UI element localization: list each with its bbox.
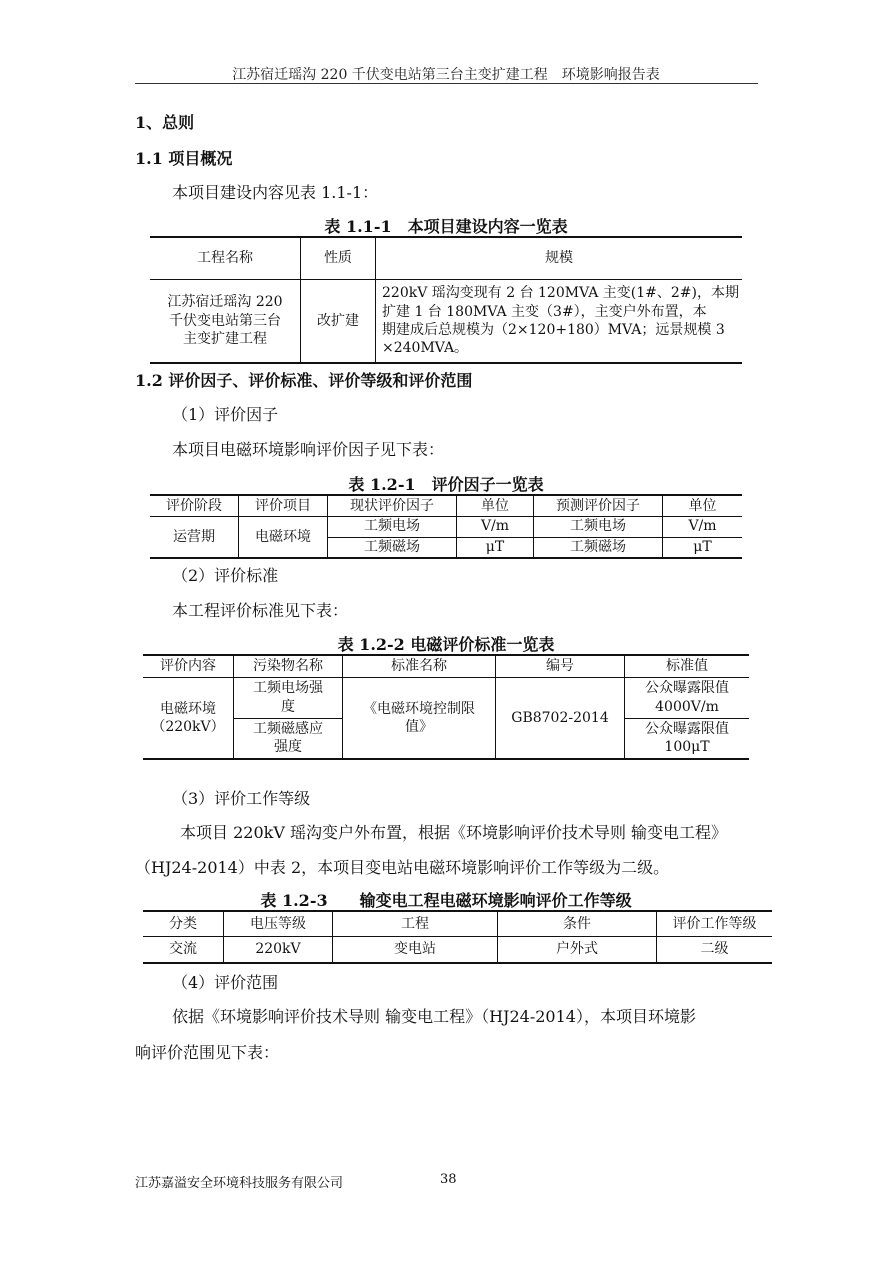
col-header: 工程 <box>333 911 498 936</box>
cell-line: 主变扩建工程 <box>183 330 267 347</box>
table-cell: 工频磁场 <box>534 537 663 558</box>
table-1-2-2-caption: 表 1.2-2 电磁评价标准一览表 <box>337 635 555 654</box>
cell-line: （220kV） <box>151 718 225 735</box>
table-cell: 二级 <box>657 936 773 963</box>
cell-line: 千伏变电站第三台 <box>169 312 281 329</box>
limit-cell <box>625 677 750 718</box>
subsection-range: （4）评价范围 <box>172 973 279 992</box>
table-cell: 交流 <box>143 936 224 963</box>
col-header: 现状评价因子 <box>328 495 457 516</box>
cell-line: 220kV 瑶沟变现有 2 台 120MVA 主变(1#、2#)，本期 <box>382 285 739 302</box>
col-header: 标准名称 <box>343 655 496 677</box>
cell-line: 公众曝露限值 <box>645 680 729 697</box>
col-header: 单位 <box>663 495 743 516</box>
cell-line: 期建成后总规模为（2×120+180）MVA；远景规模 3 <box>382 321 725 338</box>
table-cell: V/m <box>457 516 534 537</box>
col-header: 编号 <box>496 655 625 677</box>
standard-paragraph: 本工程评价标准见下表： <box>172 601 349 620</box>
cell-line: 《电磁环境控制限 <box>363 700 475 717</box>
page-number: 38 <box>440 1172 457 1187</box>
table-1-2-3-caption: 表 1.2-3 输变电工程电磁环境影响评价工作等级 <box>260 891 632 910</box>
table-cell: 变电站 <box>333 936 498 963</box>
level-paragraph-line2: （HJ24-2014）中表 2，本项目变电站电磁环境影响评价工作等级为二级。 <box>135 858 670 877</box>
scale-cell <box>376 279 743 363</box>
table-1-2-3 <box>143 910 772 964</box>
cell-line: 100μT <box>664 739 710 756</box>
header-rule <box>135 83 758 84</box>
page-header: 江苏宿迁瑶沟 220 千伏变电站第三台主变扩建工程 环境影响报告表 <box>232 67 660 83</box>
standard-name-cell <box>343 677 496 759</box>
cell-line: 4000V/m <box>655 698 719 715</box>
table-1-1-1-caption: 表 1.1-1 本项目建设内容一览表 <box>324 217 568 236</box>
section-1-title: 1、总则 <box>135 113 195 132</box>
table-cell: μT <box>457 537 534 558</box>
col-header: 污染物名称 <box>234 655 343 677</box>
cell-line: 江苏宿迁瑶沟 220 <box>167 294 283 311</box>
subsection-level: （3）评价工作等级 <box>172 789 311 808</box>
col-header: 工程名称 <box>150 237 301 279</box>
range-paragraph-line2: 响评价范围见下表： <box>135 1043 280 1062</box>
project-name-cell <box>150 279 301 363</box>
nature-cell: 改扩建 <box>301 279 376 363</box>
col-header: 分类 <box>143 911 224 936</box>
table-1-2-1 <box>150 494 742 559</box>
col-header: 评价内容 <box>143 655 234 677</box>
col-header: 条件 <box>498 911 657 936</box>
subsection-factor: （1）评价因子 <box>172 405 279 424</box>
col-header: 评价阶段 <box>150 495 239 516</box>
pollutant-cell <box>234 718 343 759</box>
intro-paragraph: 本项目建设内容见表 1.1-1： <box>172 183 379 202</box>
factor-paragraph: 本项目电磁环境影响评价因子见下表： <box>172 440 445 459</box>
section-1-1-title: 1.1 项目概况 <box>135 149 233 168</box>
col-header: 预测评价因子 <box>534 495 663 516</box>
stage-cell: 运营期 <box>150 516 239 558</box>
col-header: 标准值 <box>625 655 750 677</box>
table-cell: 工频电场 <box>534 516 663 537</box>
table-cell: 工频磁场 <box>328 537 457 558</box>
level-paragraph-line1: 本项目 220kV 瑶沟变户外布置，根据《环境影响评价技术导则 输变电工程》 <box>180 823 728 842</box>
cell-line: 度 <box>281 698 295 715</box>
table-cell: V/m <box>663 516 743 537</box>
table-cell: 工频电场 <box>328 516 457 537</box>
cell-line: 值》 <box>405 718 433 735</box>
table-cell: μT <box>663 537 743 558</box>
cell-line: 电磁环境 <box>160 700 216 717</box>
col-header: 单位 <box>457 495 534 516</box>
cell-line: 扩建 1 台 180MVA 主变（3#），主变户外布置，本 <box>382 303 707 320</box>
col-header: 评价项目 <box>239 495 328 516</box>
table-cell: 户外式 <box>498 936 657 963</box>
col-header: 规模 <box>376 237 743 279</box>
range-paragraph-line1: 依据《环境影响评价技术导则 输变电工程》（HJ24-2014），本项目环境影 <box>172 1007 696 1026</box>
subsection-standard: （2）评价标准 <box>172 566 279 585</box>
pollutant-cell <box>234 677 343 718</box>
limit-cell <box>625 718 750 759</box>
cell-line: 工频磁感应 <box>253 721 323 738</box>
col-header: 评价工作等级 <box>657 911 773 936</box>
cell-line: 强度 <box>274 739 302 756</box>
table-1-2-2 <box>143 654 749 760</box>
col-header: 性质 <box>301 237 376 279</box>
cell-line: ×240MVA。 <box>382 339 469 356</box>
code-cell: GB8702-2014 <box>496 677 625 759</box>
table-1-1-1 <box>150 236 742 364</box>
item-cell: 电磁环境 <box>239 516 328 558</box>
content-cell <box>143 677 234 759</box>
table-cell: 220kV <box>224 936 333 963</box>
cell-line: 公众曝露限值 <box>645 721 729 738</box>
cell-line: 工频电场强 <box>253 680 323 697</box>
table-1-2-1-caption: 表 1.2-1 评价因子一览表 <box>348 475 544 494</box>
footer-company: 江苏嘉溢安全环境科技服务有限公司 <box>135 1176 344 1191</box>
section-1-2-title: 1.2 评价因子、评价标准、评价等级和评价范围 <box>135 371 473 390</box>
col-header: 电压等级 <box>224 911 333 936</box>
